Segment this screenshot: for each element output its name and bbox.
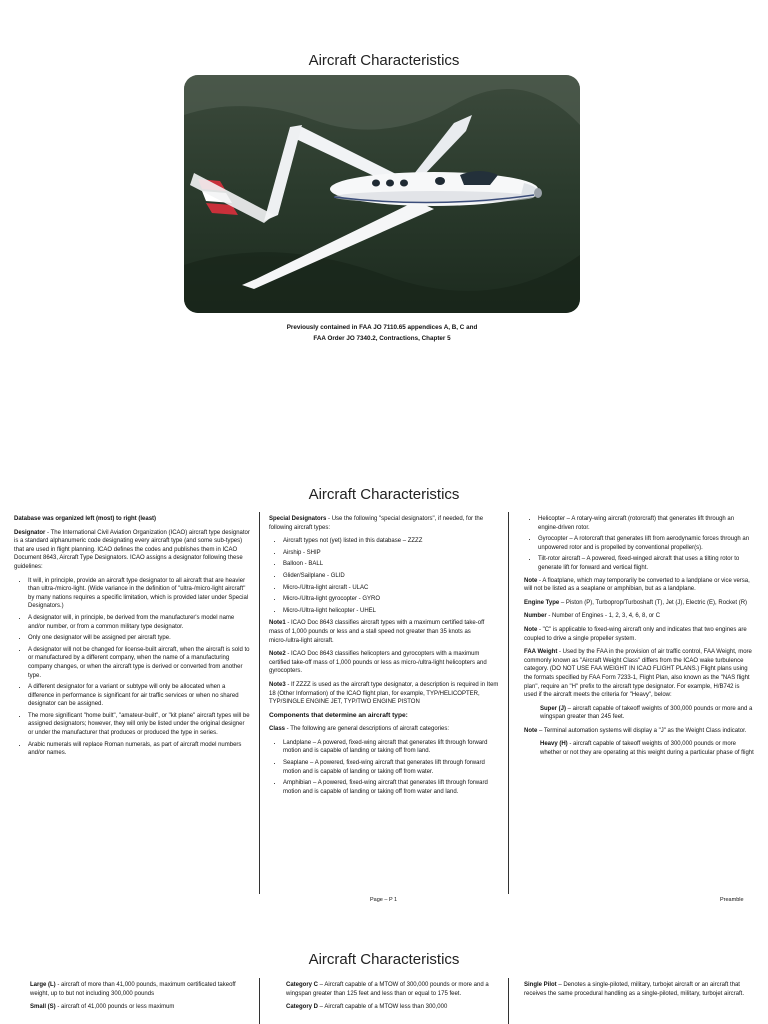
list-item: • Gyrocopter – A rotorcraft that generates lift from aerodynamic forces through an unpowered rotor and is propelled by conventional propeller(s).: [538, 535, 754, 552]
list-item: • Aircraft types not (yet) listed in this database – ZZZZ: [283, 537, 499, 546]
slide1-title: Aircraft Characteristics: [308, 52, 460, 69]
designator-guidelines-list: [14, 577, 250, 758]
rotorcraft-list: [524, 515, 754, 573]
faa-weight-paragraph: FAA Weight - Used by the FAA in the provision of air traffic control, FAA Weight, more commonly known as "Aircraft Weight Class" differs from the ICAO wake turbulence category. (DO NOT USE FAA WEIGHT IN ICAO FLIGHT PLANS.) Flight plans using the formats specified by FAA Form 7233-1, Flight Plan, also known as the "NAS flight plan", require an "H" prefix to the aircraft type designator. For example, H/B742 is used if the aircraft meets the criteria for "Heavy", below:: [524, 649, 752, 699]
slide2-column-2: [269, 515, 499, 800]
section-label: Preamble: [720, 897, 744, 903]
aircraft-photo: [184, 75, 580, 313]
note2-paragraph: Note2 - ICAO Doc 8643 classifies helicopters and gyrocopters with a maximum certified take-off mass of 1,000 pounds or less as micro-/ultra-light helicopters and gyrocopters.: [269, 651, 487, 675]
column-divider-2: [508, 512, 509, 894]
list-item: • Arabic numerals will replace Roman numerals, as part of aircraft model numbers and/or names.: [28, 741, 250, 758]
list-item: • Airship - SHIP: [283, 549, 499, 558]
special-designators-list: [269, 537, 499, 615]
designator-paragraph: Designator - The International Civil Aviation Organization (ICAO) aircraft type designator is a standard alphanumeric code designating every aircraft type (and some sub-types) that are used in flight planning. ICAO defines the codes and publishes them in ICAO Document 8643, Aircraft Type Designators. ICAO assigns a designator following these guidelines:: [14, 529, 250, 570]
list-item: • Micro-/Ultra-light gyrocopter - GYRO: [283, 595, 499, 604]
slide3-column-1: [30, 981, 250, 1017]
components-heading: Components that determine an aircraft type:: [269, 711, 408, 719]
category-c-paragraph: Category C – Aircraft capable of a MTOW of 300,000 pounds or more and a wingspan greater than 125 feet and less than or equal to 175 feet.: [286, 982, 489, 997]
super-weight-paragraph: Super (J) – aircraft capable of takeoff weights of 300,000 pounds or more and a wingspan greater than 245 feet.: [540, 705, 753, 721]
list-item: • Seaplane – A powered, fixed-wing aircraft that generates lift through forward motion and is capable of landing or taking off from water.: [283, 759, 499, 776]
class-list: [269, 739, 499, 797]
list-item: • A different designator for a variant or subtype will only be allocated when a difference in performance is significant for air traffic services or when no shared designator can be assigned.: [28, 683, 250, 709]
list-item: • Glider/Sailplane - GLID: [283, 572, 499, 581]
list-item: • Landplane – A powered, fixed-wing aircraft that generates lift through forward motion and is capable of landing or taking off from land.: [283, 739, 499, 756]
slide3-column-2: [286, 981, 500, 1017]
engine-type-paragraph: Engine Type – Piston (P), Turboprop/Turboshaft (T), Jet (J), Electric (E), Rocket (R): [524, 599, 748, 606]
category-d-paragraph: Category D – Aircraft capable of a MTOW less than 300,000: [286, 1004, 448, 1011]
terminal-automation-note: Note – Terminal automation systems will display a "J" as the Weight Class indicator.: [524, 727, 747, 734]
column-divider-1: [259, 512, 260, 894]
aircraft-illustration: [184, 75, 580, 313]
single-pilot-paragraph: Single Pilot – Denotes a single-piloted, military, turbojet aircraft or an aircraft that receives the same procedural handling as a single-piloted, military, turbojet aircraft.: [524, 982, 744, 997]
caption-line-1: Previously contained in FAA JO 7110.65 appendices A, B, C and: [286, 324, 478, 331]
caption-line-2: FAA Order JO 7340.2, Contractions, Chapter 5: [313, 335, 451, 342]
column-divider-4: [508, 978, 509, 1024]
list-item: • Tilt-rotor aircraft – A powered, fixed-winged aircraft that uses a tilting rotor to generate lift for forward and vertical flight.: [538, 555, 754, 572]
small-weight-paragraph: Small (S) - aircraft of 41,000 pounds or less maximum: [30, 1004, 175, 1011]
slide3-title: Aircraft Characteristics: [308, 951, 460, 968]
floatplane-note: Note - A floatplane, which may temporarily be converted to a landplane or vice versa, will not be listed as a seaplane or amphibian, but as a landplane.: [524, 577, 750, 593]
slide2-column-1: [14, 515, 250, 762]
list-item: • A designator will, in principle, be derived from the manufacturer's model name and/or number, or from a common military type designator.: [28, 614, 250, 631]
list-item: • Micro-/Ultra-light aircraft - ULAC: [283, 584, 499, 593]
large-weight-paragraph: Large (L) - aircraft of more than 41,000 pounds, maximum certificated takeoff weight, up to but not including 300,000 pounds: [30, 982, 236, 997]
class-paragraph: Class - The following are general descriptions of aircraft categories:: [269, 726, 449, 733]
photo-caption: [184, 322, 580, 344]
list-item: • Balloon - BALL: [283, 560, 499, 569]
database-heading: Database was organized left (most) to right (least): [14, 516, 157, 522]
list-item: • Micro-/Ultra-light helicopter - UHEL: [283, 607, 499, 616]
list-item: • Amphibian – A powered, fixed-wing aircraft that generates lift through forward motion and is capable of landing or taking off from water and land.: [283, 779, 499, 796]
list-item: • It will, in principle, provide an aircraft type designator to all aircraft that are heavier than ultra-/micro-light. (Wide variance in the definition of "ultra-/micro-light aircraft" by many nations requires a specific limitation, which is provided later under Special Designators.): [28, 577, 250, 611]
number-paragraph: Number - Number of Engines - 1, 2, 3, 4, 6, 8, or C: [524, 613, 661, 620]
heavy-weight-paragraph: Heavy (H) - aircraft capable of takeoff weights of 300,000 pounds or more whether or not they are operating at this weight during a particular phase of flight: [540, 741, 754, 757]
note3-paragraph: Note3 - If ZZZZ is used as the aircraft type designator, a description is required in Item 18 (Other Information) of the ICAO flight plan, for example, TYP/HELICOPTER, TYP/SINGLE ENGINE JET, TYP/TWO ENGINE PISTON: [269, 681, 499, 706]
slide3-column-3: [524, 981, 754, 1003]
note1-paragraph: Note1 - ICAO Doc 8643 classifies aircraft types with a maximum certified take-off mass of 1,000 pounds or less and a stall speed not greater than 35 knots as micro-/ultra-light aircraft.: [269, 620, 485, 644]
slide2-column-3: [524, 515, 754, 763]
slide2-title: Aircraft Characteristics: [308, 486, 460, 503]
page-number: Page – P 1: [370, 897, 398, 903]
list-item: • A designator will not be changed for license-built aircraft, when the aircraft is sold to or manufactured by a different company, when the name of a manufacturing company changes, or when the aircraft type is derived or converted from another type.: [28, 646, 250, 680]
list-item: • The more significant "home built", "amateur-built", or "kit plane" aircraft types will be assigned designators; however, they will only be listed under the original designer or under the manufacturer that produces or produced the type in series.: [28, 712, 250, 738]
coupled-engines-note: Note - "C" is applicable to fixed-wing aircraft only and indicates that two engines are coupled to drive a single propeller system.: [524, 626, 747, 642]
special-designators-paragraph: Special Designators - Use the following "special designators", if needed, for the following aircraft types:: [269, 516, 484, 531]
column-divider-3: [259, 978, 260, 1024]
list-item: • Helicopter – A rotary-wing aircraft (rotorcraft) that generates lift through an engine-driven rotor.: [538, 515, 754, 532]
list-item: • Only one designator will be assigned per aircraft type.: [28, 634, 250, 643]
